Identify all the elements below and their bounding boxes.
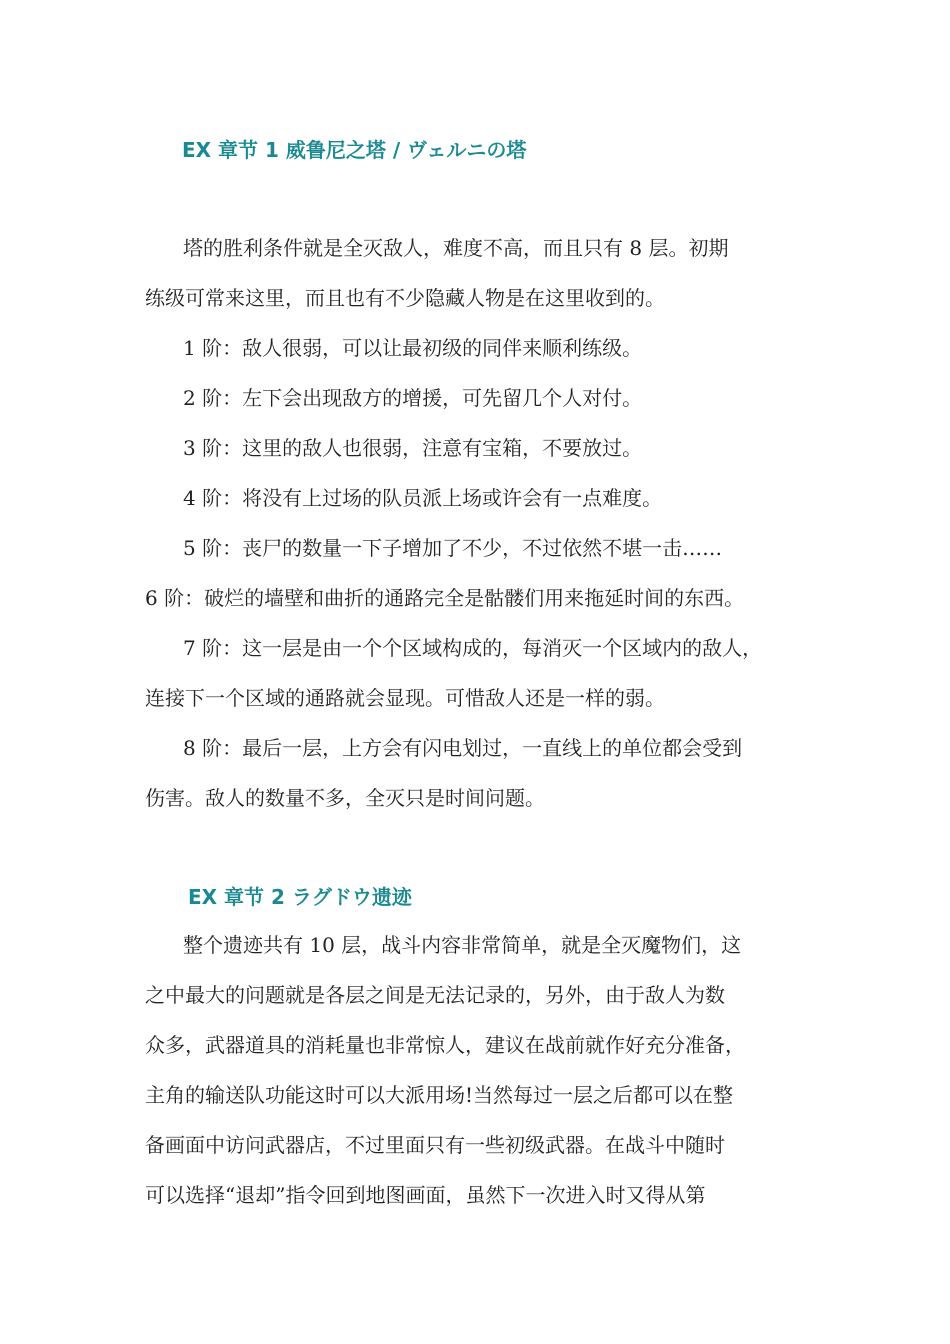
body-line: 主角的输送队功能这时可以大派用场!当然每过一层之后都可以在整 bbox=[145, 1083, 734, 1107]
body-line: 整个遗迹共有 10 层，战斗内容非常简单，就是全灭魔物们，这 bbox=[183, 933, 742, 957]
floor-3: 3 阶：这里的敌人也很弱，注意有宝箱，不要放过。 bbox=[183, 436, 643, 460]
section-1-heading: EX 章节 1 威鲁尼之塔 / ヴェルニの塔 bbox=[182, 138, 527, 162]
floor-4: 4 阶：将没有上过场的队员派上场或许会有一点难度。 bbox=[183, 486, 663, 510]
floor-8: 8 阶：最后一层，上方会有闪电划过，一直线上的单位都会受到 bbox=[183, 736, 743, 760]
floor-5: 5 阶：丧尸的数量一下子增加了不少，不过依然不堪一击…… bbox=[183, 536, 723, 560]
floor-list bbox=[145, 323, 835, 823]
intro-line: 练级可常来这里，而且也有不少隐藏人物是在这里收到的。 bbox=[145, 286, 665, 310]
floor-1: 1 阶：敌人很弱，可以让最初级的同伴来顺利练级。 bbox=[183, 336, 643, 360]
section-2-heading: EX 章节 2 ラグドウ遗迹 bbox=[188, 885, 412, 909]
floor-2: 2 阶：左下会出现敌方的增援，可先留几个人对付。 bbox=[183, 386, 643, 410]
floor-6: 6 阶：破烂的墙壁和曲折的通路完全是骷髅们用来拖延时间的东西。 bbox=[145, 586, 745, 610]
body-line: 备画面中访问武器店，不过里面只有一些初级武器。在战斗中随时 bbox=[145, 1133, 725, 1157]
body-line: 可以选择“退却”指令回到地图画面，虽然下一次进入时又得从第 bbox=[145, 1183, 706, 1207]
body-line: 众多，武器道具的消耗量也非常惊人，建议在战前就作好充分准备， bbox=[145, 1033, 745, 1057]
section-2-body bbox=[145, 920, 835, 1220]
intro-line: 塔的胜利条件就是全灭敌人，难度不高，而且只有 8 层。初期 bbox=[183, 236, 729, 260]
floor-7-cont: 连接下一个区域的通路就会显现。可惜敌人还是一样的弱。 bbox=[145, 686, 665, 710]
floor-8-cont: 伤害。敌人的数量不多，全灭只是时间问题。 bbox=[145, 786, 545, 810]
body-line: 之中最大的问题就是各层之间是无法记录的，另外，由于敌人为数 bbox=[145, 983, 725, 1007]
section-1-intro bbox=[145, 223, 835, 323]
floor-7: 7 阶：这一层是由一个个区域构成的，每消灭一个区域内的敌人， bbox=[183, 636, 763, 660]
